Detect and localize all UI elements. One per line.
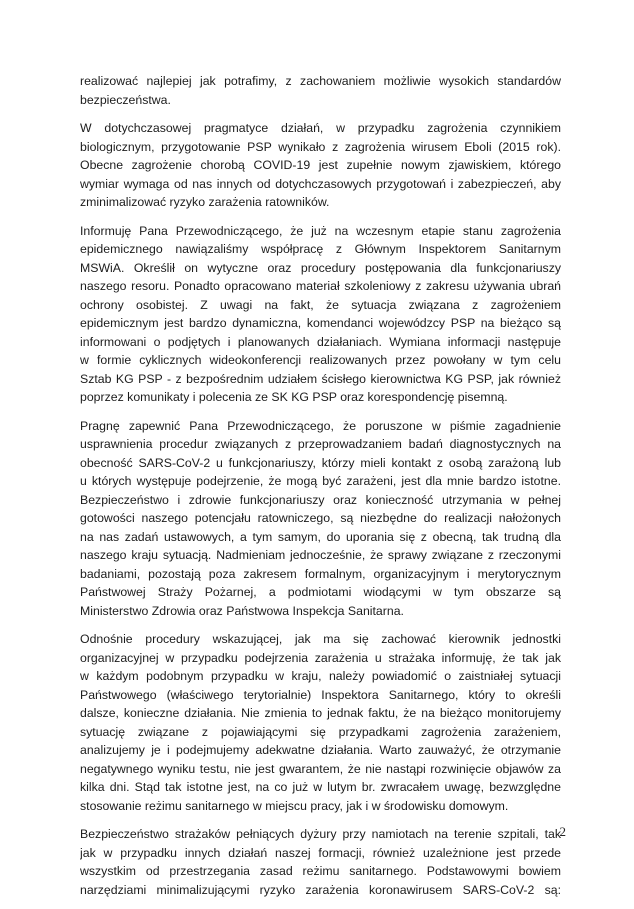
paragraph [80, 72, 561, 109]
paragraph [80, 825, 561, 899]
text-line: W dotychczasowej pragmatyce działań, w przypadku zagrożenia czynnikiem [80, 121, 561, 135]
text-line: Sztab KG PSP - z bezpośrednim udziałem ścisłego kierownictwa KG PSP, jak również [80, 371, 561, 386]
text-line: na nas zadań ustawowych, a tym samym, do uporania się z obecną, tak trudną dla [80, 529, 561, 544]
text-line: narzędziami minimalizującymi ryzyko zarażenia koronawirusem SARS-CoV-2 są: [80, 882, 561, 897]
text-line: stosowanie reżimu sanitarnego w miejscu pracy, jak i w środowisku domowym. [80, 798, 509, 813]
text-line: kilka dni. Stąd tak istotne jest, na co już w lutym br. zwracałem uwagę, bezwzględne [80, 780, 561, 794]
page-number: 2 [559, 824, 566, 839]
text-line: Bezpieczeństwo strażaków pełniących dyżury przy namiotach na terenie szpitali, tak [80, 827, 561, 841]
text-line: Pragnę zapewnić Pana Przewodniczącego, że poruszone w piśmie zagadnienie [80, 418, 561, 433]
paragraph [80, 119, 561, 212]
paragraph [80, 630, 561, 815]
text-line: biologicznym, przygotowanie PSP wynikało z zagrożenia wirusem Eboli (2015 rok). [80, 139, 561, 154]
text-line: organizacyjnej w przypadku podejrzenia zarażenia u strażaka informuję, że tak jak [80, 650, 561, 665]
text-line: wszystkim od przestrzegania zasad reżimu sanitarnego. Podstawowymi bowiem [80, 864, 561, 878]
text-line: Obecne zagrożenie chorobą COVID-19 jest zupełnie nowym zjawiskiem, którego [80, 158, 561, 172]
text-line: Ministerstwo Zdrowia oraz Państwowa Inspekcja Sanitarna. [80, 603, 404, 618]
paragraph [80, 222, 561, 407]
text-line: sytuację związane z pojawiającymi się przypadkami zagrożenia zarażeniem, [80, 724, 561, 739]
text-line: usprawnienia procedur związanych z przeprowadzaniem badań diagnostycznych na [80, 437, 561, 451]
text-line: Państwowego (właściwego terytorialnie) Inspektora Sanitarnego, który to określi [80, 687, 561, 702]
text-line: Państwowej Straży Pożarnej, a podmiotami wiodącymi w tym obszarze są [80, 585, 561, 599]
text-line: jak w przypadku innych działań naszej formacji, również uzależnione jest przede [80, 845, 561, 860]
text-line: poprzez komunikaty i polecenia ze SK KG PSP oraz korespondencję pisemną. [80, 390, 508, 404]
text-line: epidemicznym jest bardzo dynamiczna, komendanci wojewódzcy PSP na bieżąco są [80, 316, 561, 330]
text-line: badaniami, pozostają poza zakresem formalnym, organizacyjnym i merytorycznym [80, 566, 561, 581]
text-line: w formie cyklicznych wideokonferencji realizowanych przez powołany w tym celu [80, 353, 561, 367]
text-line: wymiar wymaga od nas innych od dotychczasowych przygotowań i zabezpieczeń, aby [80, 176, 561, 191]
text-line: Odnośnie procedury wskazującej, jak ma się zachować kierownik jednostki [80, 632, 561, 646]
text-line: analizujemy je i podejmujemy adekwatne działania. Warto zauważyć, że otrzymanie [80, 743, 561, 757]
text-line: w każdym podobnym przypadku w kraju, należy powiadomić o zaistniałej sytuacji [80, 669, 561, 683]
text-line: gotowości naszego potencjału ratowniczego, są niezbędne do realizacji nałożonych [80, 511, 561, 525]
text-line: naszego kraju sytuacją. Nadmieniam jednocześnie, że sprawy związane z rzeczonymi [80, 548, 561, 562]
text-line: epidemicznego nawiązaliśmy współpracę z Głównym Inspektorem Sanitarnym [80, 242, 561, 256]
text-line: u których występuje podejrzenie, że mogą być zarażeni, jest dla mnie bardzo istotne. [80, 474, 561, 488]
text-line: obecność SARS-CoV-2 u funkcjonariuszy, którzy mieli kontakt z osobą zarażoną lub [80, 455, 561, 470]
paragraph [80, 417, 561, 621]
text-line: ochrony osobistej. Z uwagi na fakt, że sytuacja związana z zagrożeniem [80, 297, 561, 312]
text-line: naszego resoru. Ponadto opracowano materiał szkoleniowy z zakresu używania ubrań [80, 279, 561, 293]
text-line: Bezpieczeństwo i zdrowie funkcjonariuszy oraz konieczność utrzymania w pełnej [80, 492, 561, 507]
document-body [80, 72, 561, 909]
text-line: Informuję Pana Przewodniczącego, że już na wczesnym etapie stanu zagrożenia [80, 223, 561, 238]
text-line: negatywnego wyniku testu, nie jest gwarantem, że nie nastąpi rozwinięcie objawów za [80, 761, 561, 776]
text-line: informowani o podjętych i planowanych działaniach. Wymiana informacji następuje [80, 334, 561, 349]
text-line: zminimalizować ryzyko zarażenia ratowników. [80, 195, 330, 209]
text-line: bezpieczeństwa. [80, 92, 171, 107]
text-line: dalsze, konieczne działania. Nie zmienia to jednak faktu, że na bieżąco monitorujemy [80, 706, 561, 720]
text-line: MSWiA. Określił on wytyczne oraz procedury postępowania dla funkcjonariuszy [80, 260, 561, 275]
text-line: realizować najlepiej jak potrafimy, z zachowaniem możliwie wysokich standardów [80, 74, 561, 88]
